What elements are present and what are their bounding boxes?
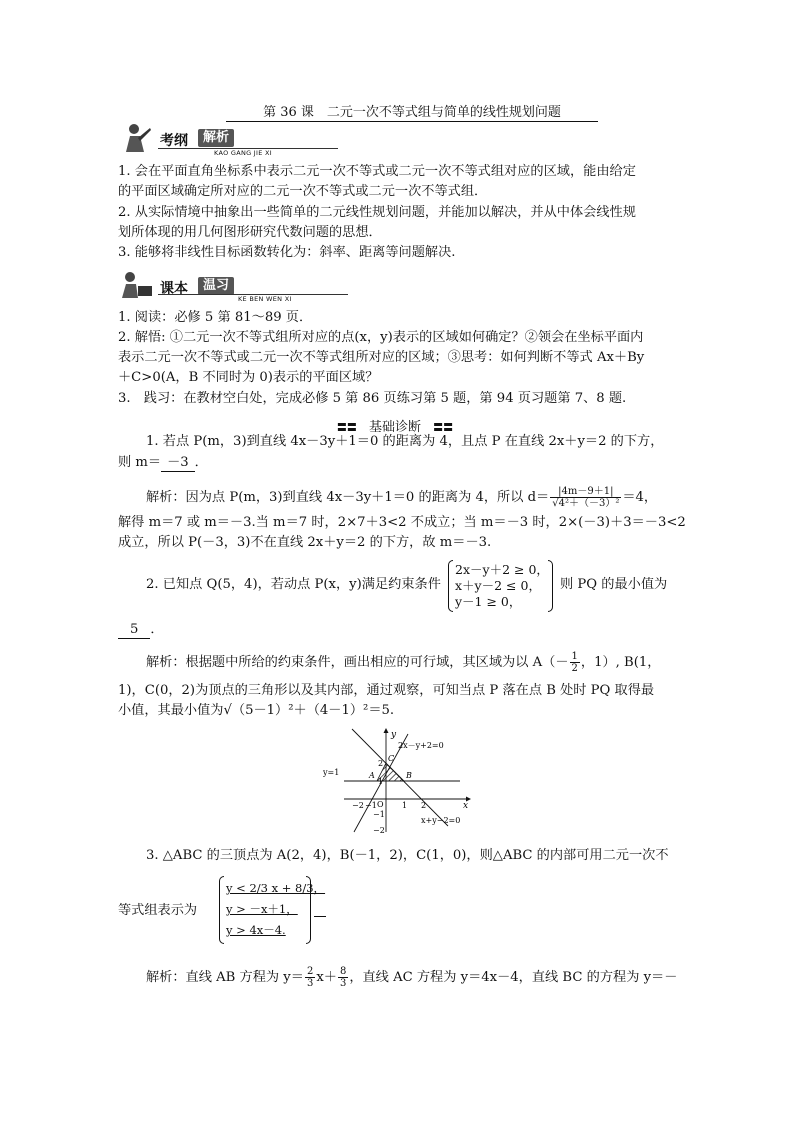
constraint: 2x－y＋2 ≥ 0， bbox=[455, 562, 549, 577]
solution-line: 小值，其最小值为√（5－1）²＋（4－1）²＝5. bbox=[118, 703, 395, 718]
banner-pinyin: KE BEN WEN XI bbox=[238, 295, 292, 303]
solution-line bbox=[146, 966, 677, 989]
fraction-numerator: 8 bbox=[339, 966, 347, 977]
feasible-region-figure bbox=[323, 726, 490, 838]
text-span: ． bbox=[150, 622, 164, 637]
text-span: （－ bbox=[542, 655, 569, 670]
banner-title: 考纲 bbox=[160, 133, 188, 149]
answer-system bbox=[226, 878, 325, 941]
banner-title: 课本 bbox=[160, 281, 188, 297]
text-line: 2. 解悟: ①二元一次不等式组所对应的点(x，y)表示的区域如何确定？②领会在坐标平面内 bbox=[118, 330, 644, 345]
answer-blank: 5 bbox=[118, 622, 150, 639]
banner-caption: 解析 bbox=[198, 129, 234, 147]
answer-underline bbox=[314, 916, 326, 917]
fraction-numerator: |4m－9＋1| bbox=[550, 486, 621, 498]
text-line: 1. 会在平面直角坐标系中表示二元一次不等式或二元一次不等式组对应的区域，能由给定 bbox=[118, 164, 636, 179]
text-line: 则 PQ 的最小值为 bbox=[560, 577, 668, 592]
text-line bbox=[118, 622, 164, 639]
text-line: 3. △ABC 的三顶点为 A(2，4)，B(－1，2)，C(1，0)，则△ABC 的内部可用二元一次不 bbox=[146, 848, 669, 863]
subheading-ornament-left: 〓〓 bbox=[336, 423, 357, 434]
inequality: y > 4x－4. bbox=[226, 923, 286, 937]
half-fraction bbox=[570, 651, 580, 674]
text-line: 2. 已知点 Q(5，4)，若动点 P(x，y)满足约束条件 bbox=[146, 577, 441, 592]
fraction-denominator: 3 bbox=[339, 978, 347, 989]
y-tick-label: 2 bbox=[378, 759, 384, 768]
subheading bbox=[300, 416, 490, 435]
text-span: ． bbox=[194, 455, 208, 470]
constraint: x＋y－2 ≤ 0， bbox=[455, 578, 541, 593]
text-line: ＋C>0(A，B 不同时为 0)表示的平面区域？ bbox=[118, 370, 379, 385]
y-tick-label: 1 bbox=[378, 777, 384, 786]
subheading-text: 基础诊断 bbox=[368, 420, 421, 435]
fraction-denominator: 3 bbox=[306, 978, 314, 989]
text-line: 划所体现的用几何图形研究代数问题的思想． bbox=[118, 225, 382, 240]
fraction-denominator: 2 bbox=[571, 663, 578, 674]
x-tick-label: −1 bbox=[365, 801, 377, 810]
section-banner-keben bbox=[118, 268, 348, 304]
solution-line: 成立，所以 P(－3，3)不在直线 2x＋y＝2 的下方，故 m＝－3. bbox=[118, 535, 492, 550]
text-span: 解析：因为点 P(m，3)到直线 4x－3y＋1＝0 的距离为 4，所以 d＝ bbox=[146, 490, 550, 505]
text-span: 解析：根据题中所给的约束条件，画出相应的可行域，其区域为以 A bbox=[146, 655, 543, 670]
text-span: 则 m＝ bbox=[118, 455, 162, 470]
solution-line: 解得 m＝7 或 m＝－3.当 m＝7 时，2×7＋3<2 不成立；当 m＝－3 时，2×(－3)＋3＝－3<2 bbox=[118, 515, 686, 530]
constraint-brace bbox=[448, 560, 453, 612]
solution-line bbox=[146, 651, 660, 674]
constraint-system bbox=[455, 562, 549, 610]
line-label-2x-y: 2x－y+2=0 bbox=[398, 741, 444, 750]
distance-fraction bbox=[550, 486, 621, 509]
line-label-x-y: x+y−2=0 bbox=[421, 816, 461, 825]
inequality: y < 2/3 x + 8/3， bbox=[226, 881, 326, 895]
text-line: 表示二元一次不等式或二元一次不等式组所对应的区域；③思考：如何判断不等式 Ax＋By bbox=[118, 350, 645, 365]
subheading-ornament-right: 〓〓 bbox=[433, 423, 454, 434]
fraction-denominator: √4²＋（－3）² bbox=[552, 498, 620, 509]
line-label-y1: y=1 bbox=[323, 768, 340, 777]
y-tick-label: −1 bbox=[373, 810, 385, 819]
text-span: x＋ bbox=[316, 970, 337, 985]
slope-fraction bbox=[305, 966, 315, 989]
x-tick-label: 2 bbox=[421, 801, 427, 810]
reader-figure-icon bbox=[118, 122, 152, 156]
text-line bbox=[118, 455, 208, 472]
point-label-b: B bbox=[406, 771, 412, 780]
intercept-fraction bbox=[338, 966, 348, 989]
text-span: ，直线 AC 方程为 y＝4x－4，直线 BC 的方程为 y＝－ bbox=[349, 970, 678, 985]
answer-blank: －3 bbox=[161, 455, 195, 472]
text-line: 3. 能够将非线性目标函数转化为：斜率、距离等问题解决. bbox=[118, 245, 456, 260]
text-line: 的平面区域确定所对应的二元一次不等式或二元一次不等式组． bbox=[118, 184, 488, 199]
point-label-c: C bbox=[388, 754, 395, 763]
axis-label-x: x bbox=[463, 801, 469, 811]
text-span: ，1）, B(1， bbox=[580, 655, 661, 670]
constraint: y－1 ≥ 0， bbox=[455, 594, 522, 609]
text-line: 2. 从实际情境中抽象出一些简单的二元线性规划问题，并能加以解决，并从中体会线性规 bbox=[118, 205, 636, 220]
text-line: 1. 若点 P(m，3)到直线 4x－3y＋1＝0 的距离为 4，且点 P 在直线 2x＋y＝2 的下方， bbox=[146, 434, 664, 449]
answer-brace bbox=[219, 876, 224, 944]
solution-line: 1)，C(0，2)为顶点的三角形以及其内部，通过观察，可知当点 P 落在点 B 处时 PQ 取得最 bbox=[118, 683, 655, 698]
text-line: 等式组表示为 bbox=[118, 903, 198, 918]
inequality: y > －x＋1， bbox=[226, 902, 298, 916]
point-label-a: A bbox=[369, 771, 375, 780]
y-tick-label: −2 bbox=[373, 826, 385, 835]
banner-pinyin: KAO GANG JIE XI bbox=[214, 149, 272, 157]
text-span: 解析：直线 AB 方程为 y＝ bbox=[146, 970, 304, 985]
x-tick-label: −2 bbox=[352, 801, 364, 810]
text-line: 1. 阅读：必修 5 第 81～89 页． bbox=[118, 310, 313, 325]
banner-rule bbox=[158, 294, 348, 295]
solution-line bbox=[146, 486, 657, 509]
fraction-numerator: 1 bbox=[571, 651, 578, 662]
reading-figure-icon bbox=[118, 268, 154, 302]
section-banner-kaogang bbox=[118, 122, 338, 158]
x-tick-label: 1 bbox=[402, 801, 408, 810]
axis-label-y: y bbox=[391, 730, 397, 740]
origin-label: O bbox=[377, 800, 384, 809]
text-span: ＝4， bbox=[622, 490, 658, 505]
y-axis-arrow bbox=[384, 728, 389, 733]
banner-rule bbox=[158, 148, 338, 149]
text-line: 3. 践习：在教材空白处，完成必修 5 第 86 页练习第 5 题，第 94 页习题第 7、8 题. bbox=[118, 391, 627, 406]
lesson-title: 第 36 课 二元一次不等式组与简单的线性规划问题 bbox=[226, 101, 598, 122]
fraction-numerator: 2 bbox=[306, 966, 314, 977]
banner-caption: 温习 bbox=[198, 277, 234, 295]
